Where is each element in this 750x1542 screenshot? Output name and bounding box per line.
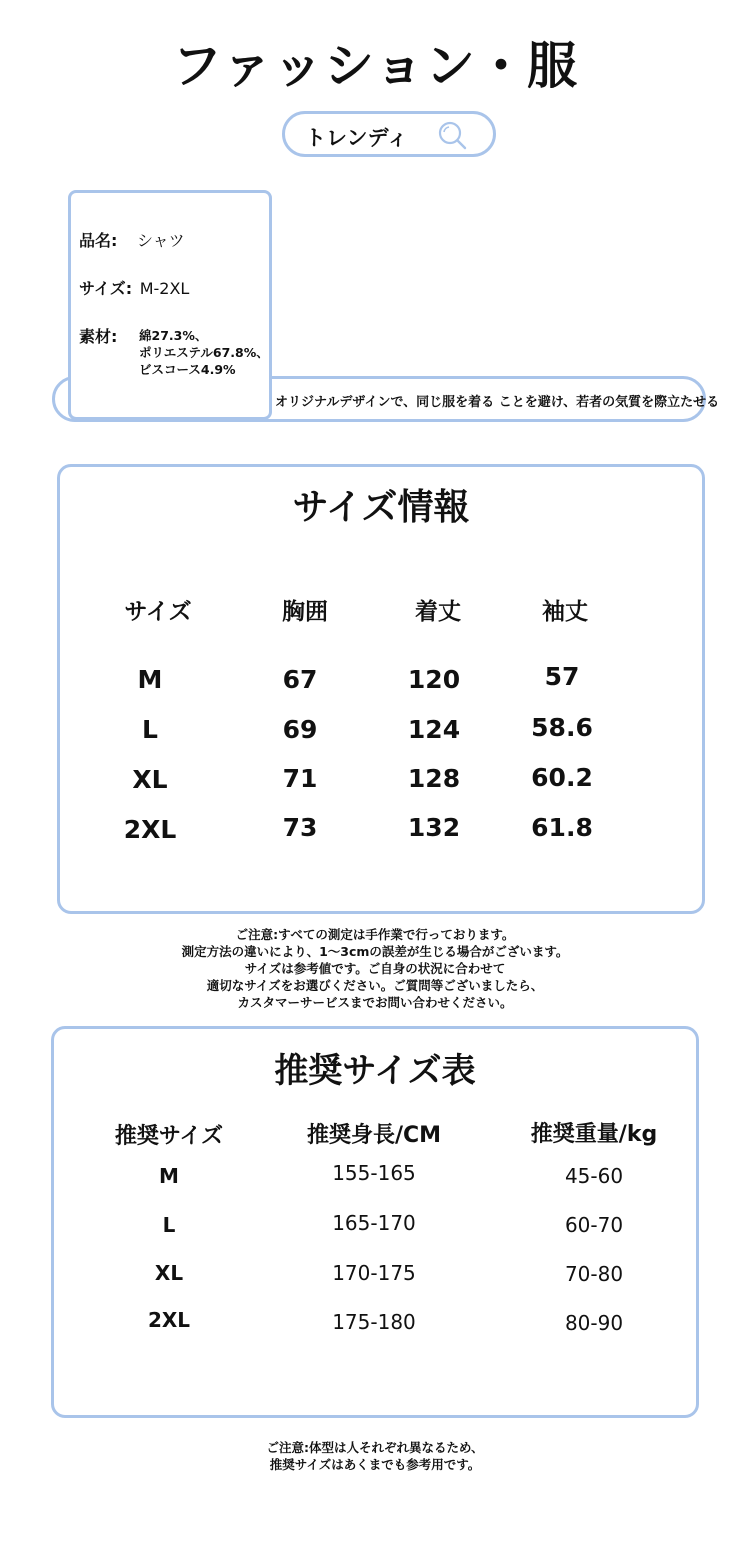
table-cell: 128	[407, 764, 461, 793]
recommend-title: 推奨サイズ表	[274, 1051, 476, 1091]
product-name-value: シャツ	[136, 231, 185, 250]
recommend-header-height: 推奨身長/CM	[306, 1123, 442, 1148]
table-cell: 61.8	[531, 813, 593, 842]
table-cell: 120	[407, 665, 461, 694]
table-cell: 170-175	[332, 1261, 416, 1285]
product-size-row	[79, 276, 189, 299]
product-name-row	[79, 228, 185, 251]
table-cell: 57	[544, 662, 580, 691]
table-cell: 67	[282, 665, 318, 694]
size-info-title: サイズ情報	[292, 487, 470, 528]
notice-line: 測定方法の違いにより、1～3cmの誤差が生じる場合がございます。	[181, 944, 569, 959]
table-cell: 175-180	[332, 1310, 416, 1334]
material-line: ビスコース4.9%	[139, 362, 236, 377]
table-cell: M	[159, 1164, 179, 1188]
product-size-label: サイズ:	[79, 279, 133, 298]
search-bar[interactable]	[282, 111, 496, 157]
table-cell: 2XL	[147, 1308, 191, 1332]
size-header-length: 着丈	[415, 599, 461, 625]
notice-line: ご注意:すべての測定は手作業で行っております。	[235, 927, 515, 942]
table-cell: 2XL	[123, 815, 177, 844]
product-size-value: M-2XL	[139, 279, 190, 298]
notice-line: ご注意:体型は人それぞれ異なるため、	[266, 1440, 484, 1455]
size-header-chest: 胸囲	[282, 599, 328, 625]
table-cell: L	[162, 1213, 176, 1237]
table-cell: 124	[407, 715, 461, 744]
recommend-header-size: 推奨サイズ	[114, 1124, 224, 1149]
notice-line: 推奨サイズはあくまでも参考用です。	[269, 1457, 481, 1472]
body-type-notice	[0, 1439, 750, 1473]
table-cell: 60-70	[564, 1213, 624, 1237]
size-header-size: サイズ	[124, 599, 192, 625]
product-name-label: 品名:	[79, 231, 118, 250]
table-cell: 80-90	[564, 1311, 624, 1335]
product-material-label: 素材:	[79, 327, 118, 346]
notice-line: 適切なサイズをお選びください。ご質問等ございましたら、	[206, 978, 544, 993]
table-cell: XL	[154, 1261, 184, 1285]
size-info-box	[57, 464, 705, 914]
product-info-card	[68, 190, 272, 420]
material-line: 綿27.3%、	[139, 328, 208, 343]
table-cell: 70-80	[564, 1262, 624, 1286]
table-cell: 155-165	[332, 1161, 416, 1185]
size-header-sleeve: 袖丈	[542, 599, 588, 625]
table-cell: L	[142, 715, 158, 744]
search-label: トレンディ	[305, 126, 408, 150]
product-material-lines	[139, 327, 269, 378]
table-cell: 60.2	[531, 763, 593, 792]
table-cell: 73	[282, 813, 318, 842]
search-icon[interactable]	[437, 120, 467, 150]
page-title: ファッション・服	[172, 37, 578, 95]
notice-line: サイズは参考値です。ご自身の状況に合わせて	[244, 961, 506, 976]
slogan-text: オリジナルデザインで、同じ服を着る ことを避け、若者の気質を際立たせる	[275, 395, 720, 410]
material-line: ポリエステル67.8%、	[139, 345, 269, 360]
table-cell: 69	[282, 715, 318, 744]
table-cell: 132	[407, 813, 461, 842]
table-cell: XL	[132, 765, 168, 794]
measurement-notice	[0, 926, 750, 1011]
table-cell: 165-170	[332, 1211, 416, 1235]
recommend-header-weight: 推奨重量/kg	[530, 1122, 658, 1147]
notice-line: カスタマーサービスまでお問い合わせください。	[237, 995, 513, 1010]
table-cell: 45-60	[564, 1164, 624, 1188]
table-cell: 71	[282, 764, 318, 793]
table-cell: M	[137, 665, 163, 694]
recommend-size-box	[51, 1026, 699, 1418]
table-cell: 58.6	[531, 713, 593, 742]
